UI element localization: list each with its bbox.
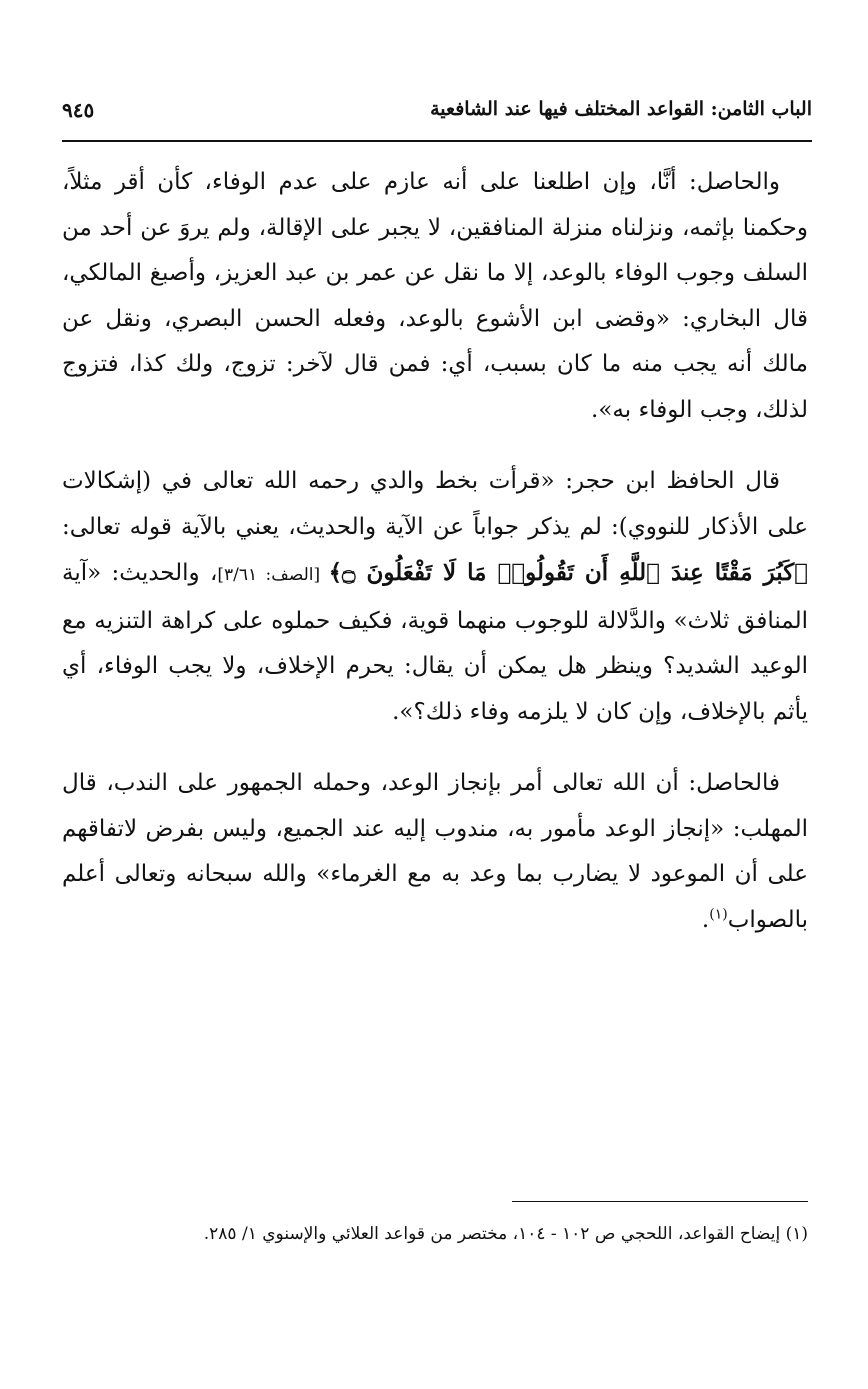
chapter-title: الباب الثامن: القواعد المختلف فيها عند الشافعية: [430, 98, 812, 120]
page-number: ٩٤٥: [62, 98, 95, 122]
footnote-marker: (١): [709, 905, 728, 922]
paragraph-3: [62, 761, 808, 943]
quran-verse: ﴿كَبُرَ مَقْتًا عِندَ ٱللَّهِ أَن تَقُولُوا۟ مَا لَا تَفْعَلُونَ ۝﴾: [328, 559, 808, 586]
paragraph-2-text-end: ، والحديث: «آية المنافق ثلاث» والدَّلالة للوجوب منهما قوية، فكيف حملوه على كراهة التنزيه مع الوعيد الشديد؟ وينظر هل يمكن أن يقال: يحرم الإخلاف، ولا يجب الوفاء، أي يأثم بالإخلاف، وإن كان لا يلزمه وفاء ذلك؟».: [62, 560, 808, 725]
verse-reference: [الصف: ٣/٦١]: [217, 565, 329, 585]
paragraph-3-end: .: [701, 906, 710, 933]
body-text: [62, 160, 808, 969]
paragraph-3-text: فالحاصل: أن الله تعالى أمر بإنجاز الوعد، وحمله الجمهور على الندب، قال المهلب: «إنجاز الوعد مأمور به، مندوب إليه عند الجميع، وليس بفرض لاتفاقهم على أن الموعود لا يضارب بما وعد به مع الغرماء» والله سبحانه وتعالى أعلم بالصواب: [62, 770, 808, 933]
paragraph-1: والحاصل: أنَّا، وإن اطلعنا على أنه عازم على عدم الوفاء، كأن أقر مثلاً، وحكمنا بإثمه، ونزلناه منزلة المنافقين، لا يجبر على الإقالة، ولم يروَ عن أحد من السلف وجوب الوفاء بالوعد، إلا ما نقل عن عمر بن عبد العزيز، وأصبغ المالكي، قال البخاري: «وقضى ابن الأشوع بالوعد، وفعله الحسن البصري، ونقل عن مالك أنه يجب منه ما كان بسبب، أي: فمن قال لآخر: تزوج، ولك كذا، فتزوج لذلك، وجب الوفاء به».: [62, 169, 808, 423]
running-header: [62, 96, 812, 136]
paragraph-2: [62, 459, 808, 735]
footnote-divider: [512, 1201, 808, 1202]
footnote: (١) إيضاح القواعد، اللحجي ص ١٠٢ - ١٠٤، مختصر من قواعد العلائي والإسنوي ١/ ٢٨٥.: [203, 1224, 808, 1244]
paragraph-2-text-start: قال الحافظ ابن حجر: «قرأت بخط والدي رحمه الله تعالى في (إشكالات على الأذكار للنووي): لم يذكر جواباً عن الآية والحديث، يعني بالآية قوله تعالى:: [62, 468, 808, 540]
header-divider: [62, 140, 812, 142]
